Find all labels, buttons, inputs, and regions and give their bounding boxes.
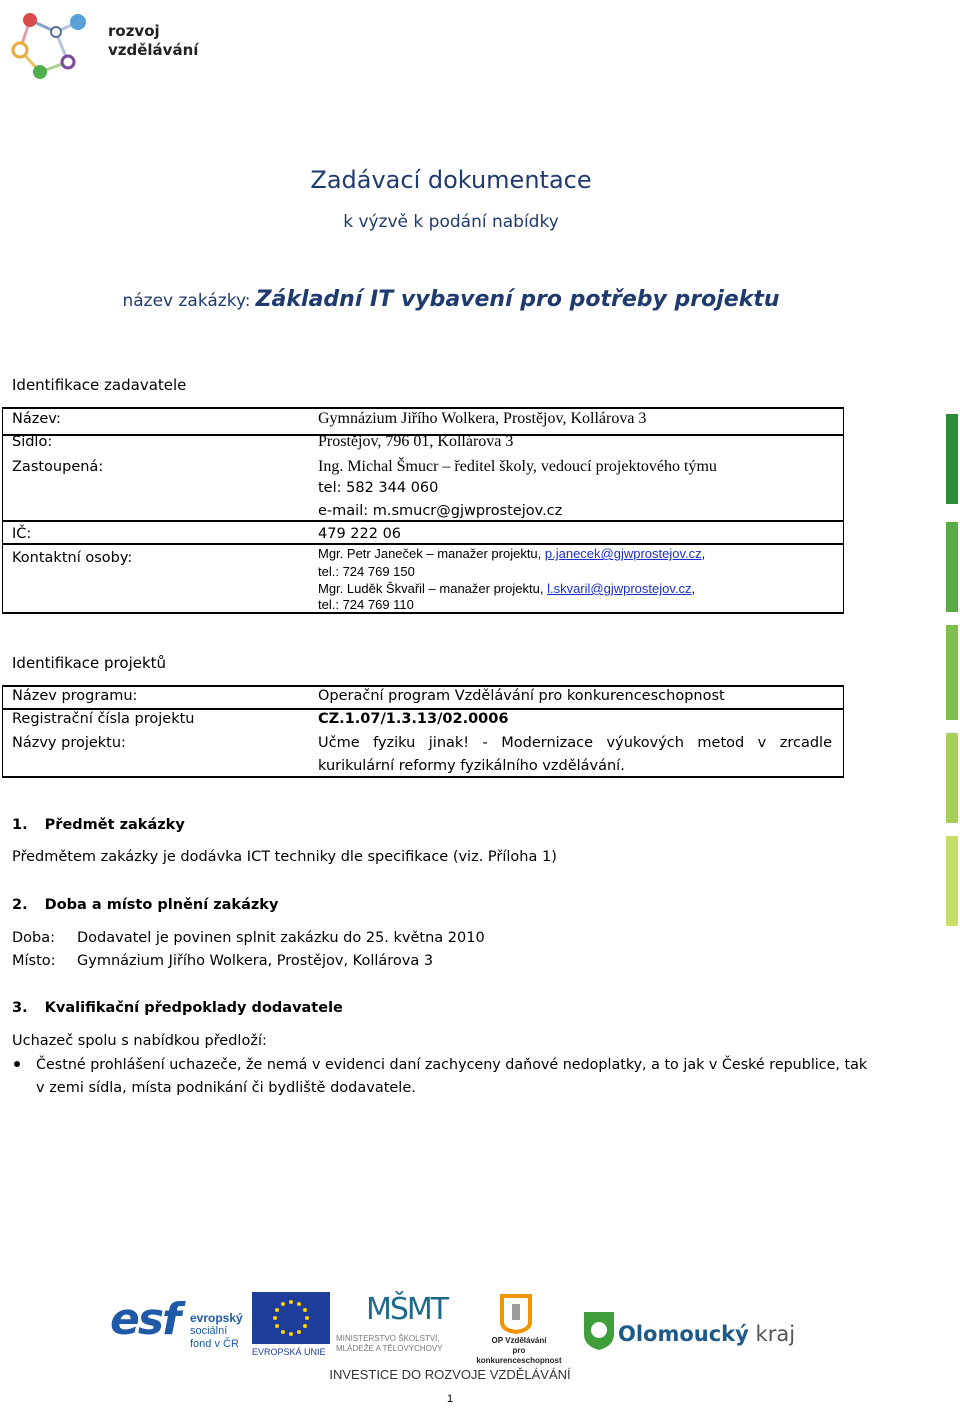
msmt-mark: MŠMT [366,1292,448,1327]
section3-heading [12,1000,343,1016]
op-line1: OP Vzdělávání [491,1336,547,1345]
kontakt1-line: Mgr. Petr Janeček – manažer projektu, p.janecek@gjwprostejov.cz, [318,546,706,561]
nazvy-line2: kurikulární reformy fyzikálního vzdělávání. [318,758,625,774]
nazev-value: Gymnázium Jiřího Wolkera, Prostějov, Kollárova 3 [318,410,647,427]
program-label: Název programu: [12,688,138,704]
esf-text-line1: evropský [190,1311,243,1325]
kontakt2-email-link[interactable]: l.skvaril@gjwprostejov.cz [547,581,692,596]
projekt-heading: Identifikace projektů [12,654,167,672]
zadavatel-heading: Identifikace zadavatele [12,376,187,394]
zakazka-line [0,287,902,312]
kraj-emblem-icon [580,1308,618,1352]
section2-title: Doba a místo plnění zakázky [44,897,279,913]
section1-title: Předmět zakázky [44,817,185,833]
msmt-line1: MINISTERSTVO ŠKOLSTVÍ, [336,1334,440,1343]
logo-rozvoj-vzdelavani [8,6,208,86]
kontakt2-line: Mgr. Luděk Škvařil – manažer projektu, l.skvaril@gjwprostejov.cz, [318,581,696,596]
sidlo-label: Sídlo: [12,434,53,450]
eu-label: EVROPSKÁ UNIE [252,1347,326,1357]
ic-value: 479 222 06 [318,526,402,542]
section3-number: 3. [12,1000,28,1016]
section1-number: 1. [12,817,28,833]
section2-number: 2. [12,897,28,913]
document-title: Zadávací dokumentace [310,166,592,194]
zakazka-label: název zakázky: [122,291,251,311]
kontakt-label: Kontaktní osoby: [12,550,133,566]
section2-heading [12,897,278,913]
esf-logo [110,1292,250,1362]
olomoucky-kraj-logo [580,1302,800,1362]
kontakt1-text: Mgr. Petr Janeček – manažer projektu, [318,546,545,561]
section3-bullet-line1: Čestné prohlášení uchazeče, že nemá v evidenci daní zachyceny daňové nedoplatky, a to jak v České republice, tak [36,1057,868,1073]
kontakt1-tel: tel.: 724 769 150 [318,564,415,579]
zastoupena-label: Zastoupená: [12,459,104,475]
side-bar-3 [946,625,958,720]
msmt-logo [336,1292,472,1362]
nazvy-label: Názvy projektu: [12,735,126,751]
zastoupena-line1: Ing. Michal Šmucr – ředitel školy, vedoucí projektového týmu [318,458,717,475]
section1-heading [12,817,185,833]
doba-value: Dodavatel je povinen splnit zakázku do 25. května 2010 [77,930,485,946]
nazvy-line1: Učme fyziku jinak! - Modernizace výukových metod v zrcadle [318,735,832,751]
bullet-dot-icon [14,1061,20,1067]
olomoucky-text: Olomoucký [618,1322,749,1346]
kontakt2-tel: tel.: 724 769 110 [318,597,414,612]
page-number: 1 [446,1393,454,1405]
section3-title: Kvalifikační předpoklady dodavatele [44,1000,343,1016]
program-value: Operační program Vzdělávání pro konkurenceschopnost [318,688,725,704]
esf-text-line2: sociální [190,1325,228,1337]
side-bar-5 [946,836,958,926]
misto-label: Místo: [12,953,56,969]
section1-text: Předmětem zakázky je dodávka ICT techniky dle specifikace (viz. Příloha 1) [12,849,557,865]
doba-label: Doba: [12,930,56,946]
zakazka-value: Základní IT vybavení pro potřeby projektu [255,287,780,312]
kontakt1-email-link[interactable]: p.janecek@gjwprostejov.cz [544,546,702,561]
investice-tagline: INVESTICE DO ROZVOJE VZDĚLÁVÁNÍ [329,1367,571,1382]
side-bar-2 [946,522,958,612]
zastoupena-tel: tel: 582 344 060 [318,480,439,496]
eu-flag-icon [252,1292,330,1344]
eu-logo [252,1292,330,1362]
esf-text-line3: fond v ČR [190,1338,239,1350]
logo-text-line2: vzdělávání [108,41,199,59]
molecule-logo-icon [8,6,98,86]
op-vk-icon [496,1292,536,1334]
msmt-line2: MLÁDEŽE A TĚLOVÝCHOVY [336,1344,443,1353]
nazev-label: Název: [12,411,61,427]
esf-logo-mark: esf [110,1294,180,1345]
section3-intro: Uchazeč spolu s nabídkou předloží: [12,1033,267,1049]
misto-value: Gymnázium Jiřího Wolkera, Prostějov, Kollárova 3 [77,953,434,969]
op-line2: pro konkurenceschopnost [476,1346,562,1365]
document-subtitle: k výzvě k podání nabídky [343,212,559,232]
sidlo-value: Prostějov, 796 01, Kollárova 3 [318,433,514,450]
kontakt2-text: Mgr. Luděk Škvařil – manažer projektu, [318,581,548,596]
ic-label: IČ: [12,526,32,542]
logo-text-line1: rozvoj [108,22,160,40]
side-bar-1 [946,414,958,504]
kraj-text: kraj [755,1322,796,1346]
section3-bullet-line2: v zemi sídla, místa podnikání či bydliště dodavatele. [36,1080,416,1096]
reg-value: CZ.1.07/1.3.13/02.0006 [318,711,509,727]
side-bar-4 [946,733,958,823]
reg-label: Registrační čísla projektu [12,711,195,727]
op-vk-logo [476,1292,562,1365]
zastoupena-email: e-mail: m.smucr@gjwprostejov.cz [318,503,563,519]
